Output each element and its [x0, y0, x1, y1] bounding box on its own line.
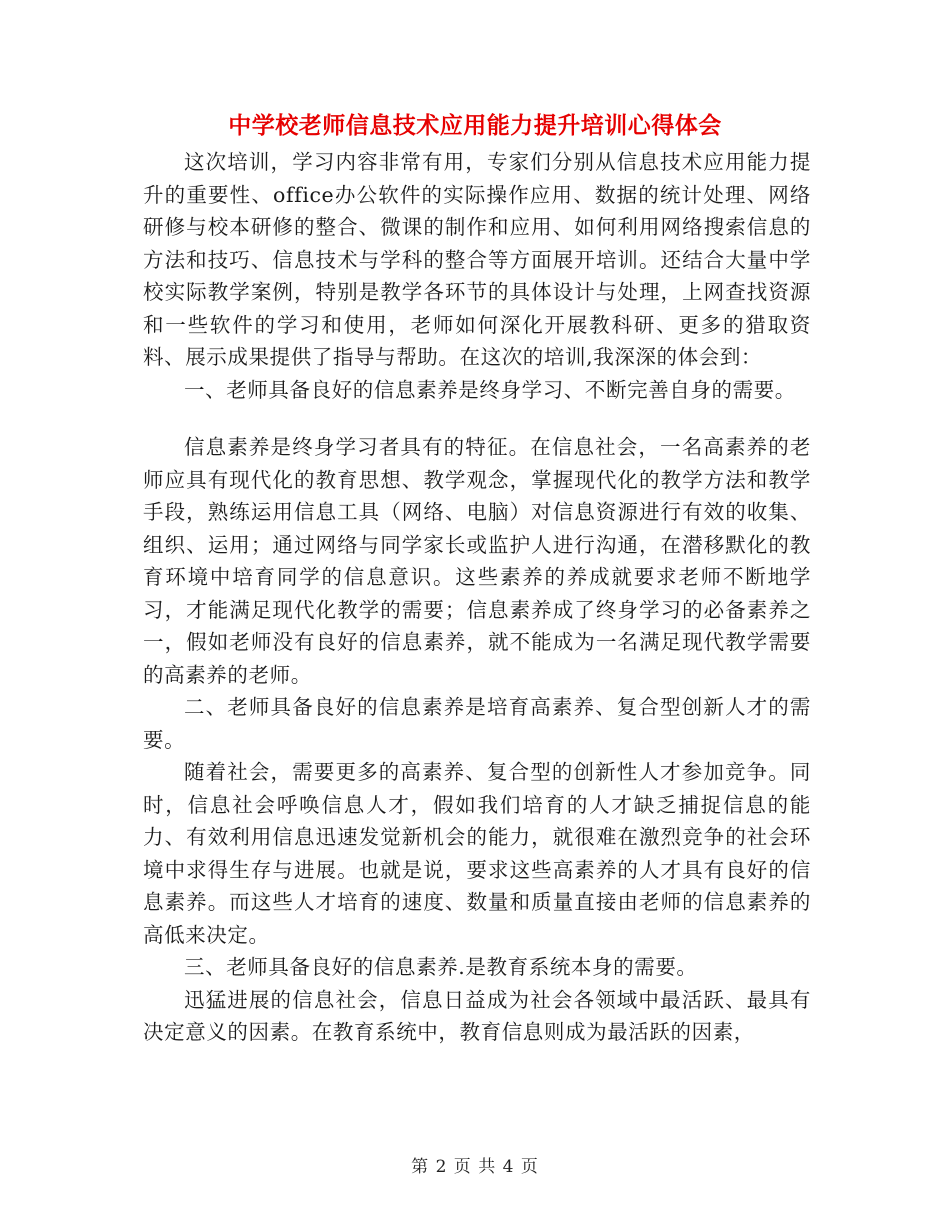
paragraph-point-two: 随着社会，需要更多的高素养、复合型的创新性人才参加竞争。同时，信息社会呼唤信息人才，假如我们培育的人才缺乏捕捉信息的能力、有效利用信息迅速发觉新机会的能力，就很难在激烈竞争的社会环境中求得生存与进展。也就是说，要求这些高素养的人才具有良好的信息素养。而这些人才培育的速度、数量和质量直接由老师的信息素养的高低来决定。 — [143, 760, 811, 947]
page-number-footer: 第 2 页 共 4 页 — [411, 1157, 539, 1177]
heading-point-two: 二、老师具备良好的信息素养是培育高素养、复合型创新人才的需要。 — [143, 695, 811, 752]
paragraph-intro: 这次培训，学习内容非常有用，专家们分别从信息技术应用能力提升的重要性、office办公软件的实际操作应用、数据的统计处理、网络研修与校本研修的整合、微课的制作和应用、如何利用网络搜索信息的方法和技巧、信息技术与学科的整合等方面展开培训。还结合大量中学校实际教学案例，特别是教学各环节的具体设计与处理，上网查找资源和一些软件的学习和使用，老师如何深化开展教科研、更多的猎取资料、展示成果提供了指导与帮助。在这次的培训,我深深的体会到： — [143, 150, 811, 369]
document-body — [143, 146, 811, 1049]
document-title: 中学校老师信息技术应用能力提升培训心得体会 — [228, 112, 722, 139]
heading-point-three: 三、老师具备良好的信息素养.是教育系统本身的需要。 — [184, 955, 698, 979]
paragraph-point-one: 信息素养是终身学习者具有的特征。在信息社会，一名高素养的老师应具有现代化的教育思想、教学观念，掌握现代化的教学方法和教学手段，熟练运用信息工具（网络、电脑）对信息资源进行有效的收集、组织、运用；通过网络与同学家长或监护人进行沟通，在潜移默化的教育环境中培育同学的信息意识。这些素养的养成就要求老师不断地学习，才能满足现代化教学的需要；信息素养成了终身学习的必备素养之一，假如老师没有良好的信息素养，就不能成为一名满足现代教学需要的高素养的老师。 — [143, 435, 811, 687]
paragraph-point-three: 迅猛进展的信息社会，信息日益成为社会各领域中最活跃、最具有决定意义的因素。在教育系统中，教育信息则成为最活跃的因素， — [143, 987, 811, 1044]
heading-point-one: 一、老师具备良好的信息素养是终身学习、不断完善自身的需要。 — [184, 377, 796, 402]
